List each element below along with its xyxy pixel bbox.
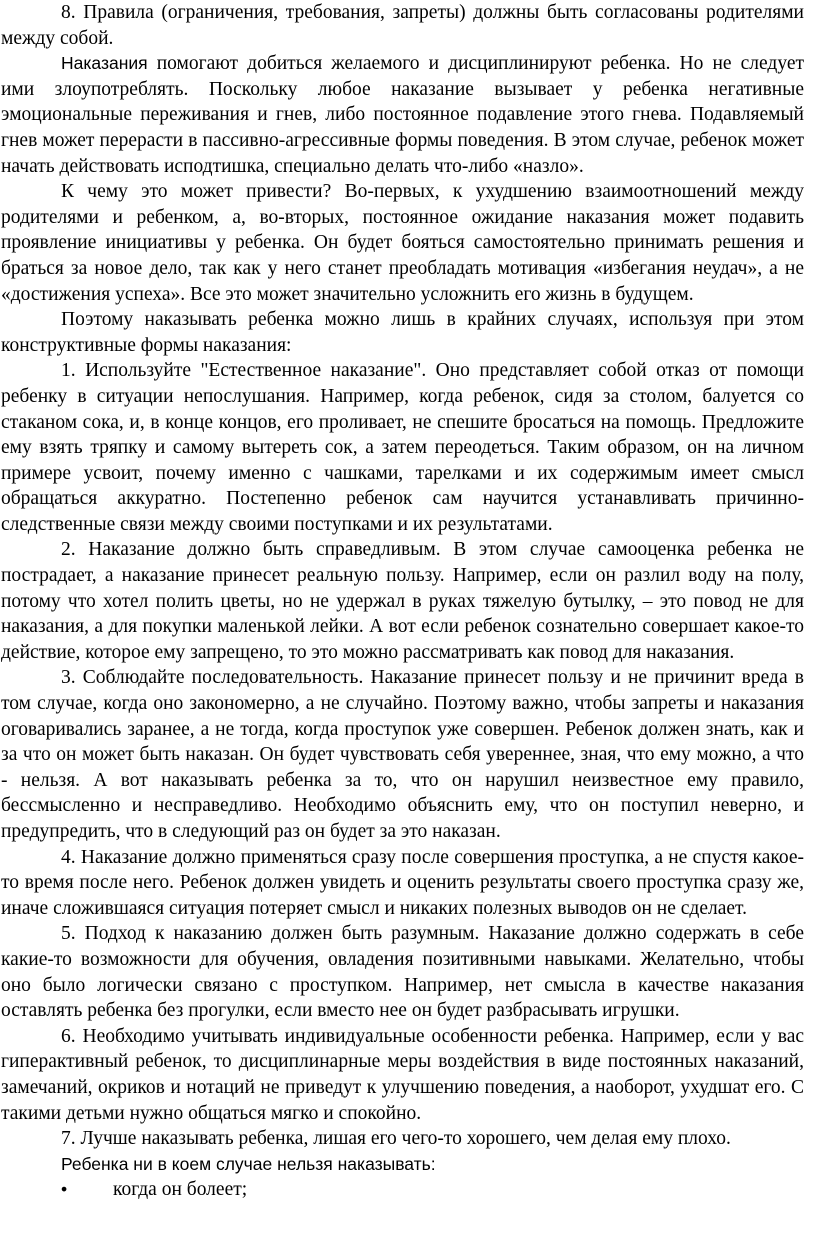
list-item-7: 7. Лучше наказывать ребенка, лишая его чего-то хорошего, чем делая ему плохо.: [61, 1128, 731, 1150]
list-item-5: 5. Подход к наказанию должен быть разумным. Наказание должно содержать в себе какие-то возможности для обучения, овладения позитивными навыками. Желательно, чтобы оно было логически связано с проступком. Например, нет смысла в качестве наказания оставлять ребенка без прогулки, если вместо нее он будет разбрасывать игрушки.: [1, 923, 804, 1022]
list-item-2: 2. Наказание должно быть справедливым. В этом случае самооценка ребенка не пострадает, а наказание принесет реальную пользу. Например, если он разлил воду на полу, потому что хотел полить цветы, но не удержал в руках тяжелую бутылку, – это повод не для наказания, а для покупки маленькой лейки. А вот если ребенок сознательно совершает какое-то действие, которое ему запрещено, то это можно рассматривать как повод для наказания.: [1, 539, 804, 663]
paragraph-rule-8: 8. Правила (ограничения, требования, запреты) должны быть согласованы родителями между собой.: [1, 2, 804, 49]
paragraph-body: помогают добиться желаемого и дисциплинируют ребенка. Но не следует ими злоупотреблять. Поскольку любое наказание вызывает у ребенка негативные эмоциональные переживания и гнев, либо постоянное подавление этого гнева. Подавляемый гнев может перерасти в пассивно-агрессивные формы поведения. В этом случае, ребенок может начать действовать исподтишка, специально делать что-либо «назло».: [1, 53, 804, 177]
list-item-4: 4. Наказание должно применяться сразу после совершения проступка, а не спустя какое-то время после него. Ребенок должен увидеть и оценить результаты своего проступка сразу же, иначе сложившаяся ситуация потеряет смысл и никаких полезных выводов он не сделает.: [1, 846, 804, 919]
bullet-icon: •: [61, 1179, 68, 1200]
paragraph-constructive-forms: Поэтому наказывать ребенка можно лишь в крайних случаях, используя при этом конструктивные формы наказания:: [1, 309, 804, 356]
list-item-3: 3. Соблюдайте последовательность. Наказание принесет пользу и не причинит вреда в том случае, когда оно закономерно, а не случайно. Поэтому важно, чтобы запреты и наказания оговаривались заранее, а не тогда, когда проступок уже совершен. Ребенок должен знать, как и за что он может быть наказан. Он будет чувствовать себя увереннее, зная, что ему можно, а что - нельзя. А вот наказывать ребенка за то, что он нарушил неизвестное ему правило, бессмысленно и несправедливо. Необходимо объяснить ему, что он поступил неверно, и предупредить, что в следующий раз он будет за это наказан.: [1, 667, 804, 842]
paragraph-consequences: К чему это может привести? Во-первых, к ухудшению взаимоотношений между родителями и ребенком, а, во-вторых, постоянное ожидание наказания может подавить проявление инициативы у ребенка. Он будет бояться самостоятельно принимать решения и браться за новое дело, так как у него станет преобладать мотивация «избегания неудач», а не «достижения успеха». Все это может значительно усложнить его жизнь в будущем.: [1, 181, 804, 305]
paragraph-never-punish: Ребенка ни в коем случае нельзя наказывать:: [61, 1153, 436, 1174]
bullet-text: когда он болеет;: [113, 1179, 248, 1201]
list-item-6: 6. Необходимо учитывать индивидуальные особенности ребенка. Например, если у вас гиперактивный ребенок, то дисциплинарные меры воздействия в виде постоянных наказаний, замечаний, окриков и нотаций не приведут к улучшению поведения, а наоборот, ухудшат его. С такими детьми нужно общаться мягко и спокойно.: [1, 1025, 804, 1124]
bullet-item: [1, 1177, 804, 1203]
paragraph-lead-word: Наказания: [61, 53, 148, 74]
paragraph-punishments-intro: [1, 51, 804, 179]
list-item-1: 1. Используйте "Естественное наказание". Оно представляет собой отказ от помощи ребенку в ситуации непослушания. Например, когда ребенок, сидя за столом, балуется со стаканом сока, и, в конце концов, его проливает, не спешите бросаться на помощь. Предложите ему взять тряпку и самому вытереть сок, а затем переодеться. Таким образом, он на личном примере усвоит, почему именно с чашками, тарелками и их содержимым имеет смысл обращаться аккуратно. Постепенно ребенок сам научится устанавливать причинно-следственные связи между своими поступками и их результатами.: [1, 360, 804, 535]
